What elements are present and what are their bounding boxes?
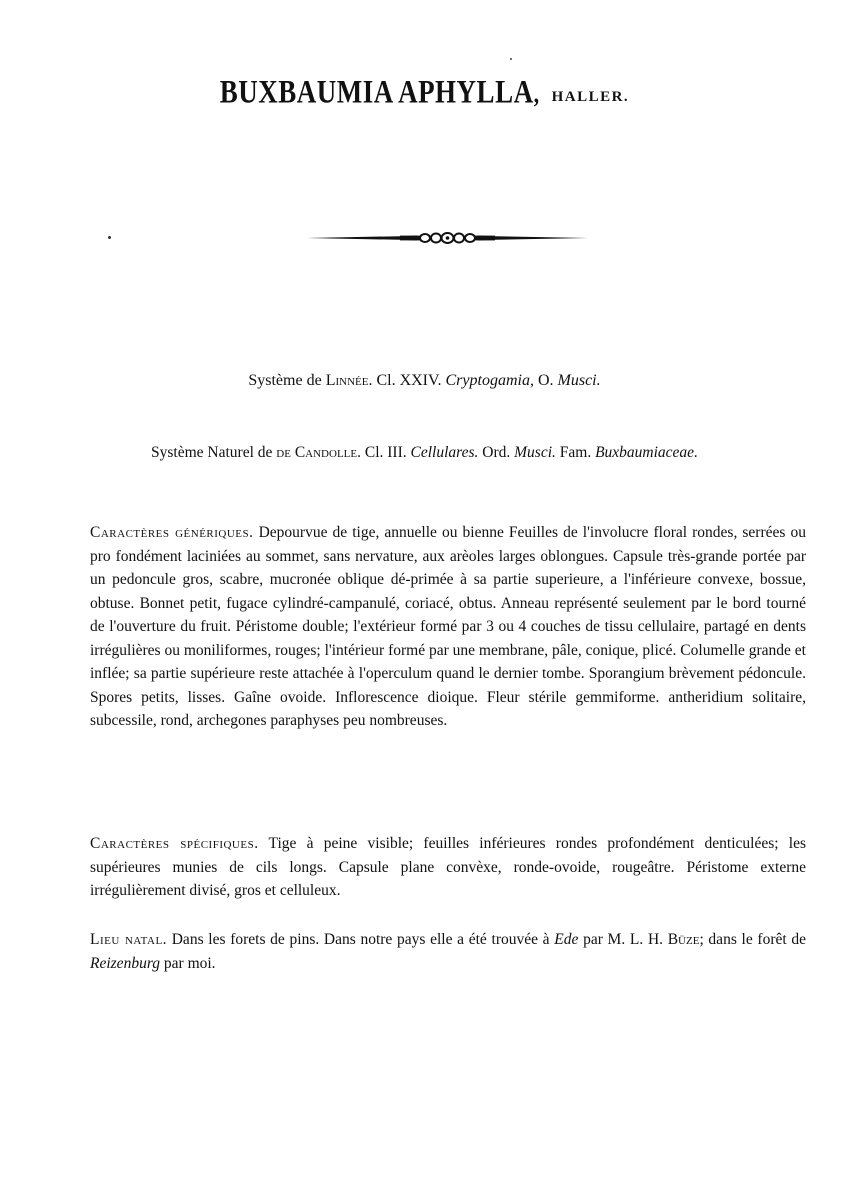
section-text: Tige à peine visible; feuilles inférieures rondes profondément denticulées; les supérieures munies de cils longs. Capsule plane convèxe, ronde-ovoide, rougeâtre. Péristome externe irrégulièrement divisé, gros et celluleux. bbox=[90, 835, 806, 899]
ink-speck bbox=[510, 58, 512, 60]
linnee-class: Cl. XXIV. bbox=[372, 372, 446, 389]
section-text: par moi. bbox=[160, 954, 216, 972]
place-name: Ede bbox=[554, 931, 579, 948]
section-text: par M. L. H. bbox=[578, 931, 668, 948]
systeme-linnee-prefix: Système de bbox=[248, 372, 326, 389]
linnee-order-name: Musci. bbox=[557, 372, 601, 389]
candolle-order-name: Musci. bbox=[514, 444, 556, 461]
ornamental-divider-icon bbox=[305, 228, 590, 248]
section-heading: Lieu natal. bbox=[90, 931, 168, 948]
systeme-candolle bbox=[0, 444, 849, 462]
person-name: Büze bbox=[667, 931, 700, 948]
caracteres-specifiques bbox=[90, 832, 806, 903]
section-heading: Caractères génériques. bbox=[90, 524, 254, 541]
candolle-family-name: Buxbaumiaceae. bbox=[595, 444, 698, 461]
lieu-natal bbox=[90, 928, 806, 975]
caracteres-generiques bbox=[90, 521, 806, 733]
candolle-class-name: Cellulares. bbox=[410, 444, 479, 461]
ink-speck bbox=[108, 236, 111, 239]
species-author: HALLER. bbox=[551, 89, 630, 105]
systeme-linnee bbox=[0, 372, 849, 390]
candolle-family: Fam. bbox=[555, 444, 596, 461]
section-text: Depourvue de tige, annuelle ou bienne Feuilles de l'involucre floral rondes, serrées ou pro fondément laciniées au sommet, sans nervature, aux arèoles larges oblongues. Capsule très-grande portée par un pedoncule gros, scabre, mucronée oblique dé-primée à sa partie superieure, a l'inférieure convexe, bossue, obtuse. Bonnet petit, fugace cylindré-campanulé, coriacé, obtus. Anneau représenté seulement par le bord tourné de l'ouverture du fruit. Péristome double; l'extérieur formé par 3 ou 4 couches de tissu cellulaire, partagé en dents irrégulières ou moniliformes, rouges; l'intérieur formé par une membrane, pâle, conique, plicé. Columelle grande et inflée; sa partie supérieure reste attachée à l'operculum quand le dernier tombe. Sporangium brèvement pédoncule. Spores petits, lisses. Gaîne ovoide. Inflorescence dioique. Fleur stérile gemmiforme. antheridium solitaire, subcessile, rond, archegones paraphyses peu nombreuses. bbox=[90, 524, 806, 729]
linnee-name: Linnée. bbox=[325, 372, 373, 389]
place-name: Reizenburg bbox=[90, 954, 161, 972]
section-text: Dans les forets de pins. Dans notre pays elle a été trouvée à bbox=[167, 931, 555, 948]
linnee-class-name: Cryptogamia, bbox=[445, 372, 534, 389]
linnee-order: O. bbox=[533, 372, 558, 389]
page-title bbox=[0, 72, 849, 109]
title-separator: , bbox=[533, 78, 540, 109]
candolle-name: de Candolle. bbox=[276, 444, 361, 461]
candolle-class: Cl. III. bbox=[360, 444, 411, 461]
section-text: ; dans le forêt de bbox=[699, 931, 807, 948]
candolle-order: Ord. bbox=[478, 444, 515, 461]
species-name: BUXBAUMIA APHYLLA bbox=[219, 73, 534, 110]
section-heading: Caractères spécifiques. bbox=[90, 835, 259, 852]
systeme-candolle-prefix: Système Naturel de bbox=[151, 444, 277, 461]
